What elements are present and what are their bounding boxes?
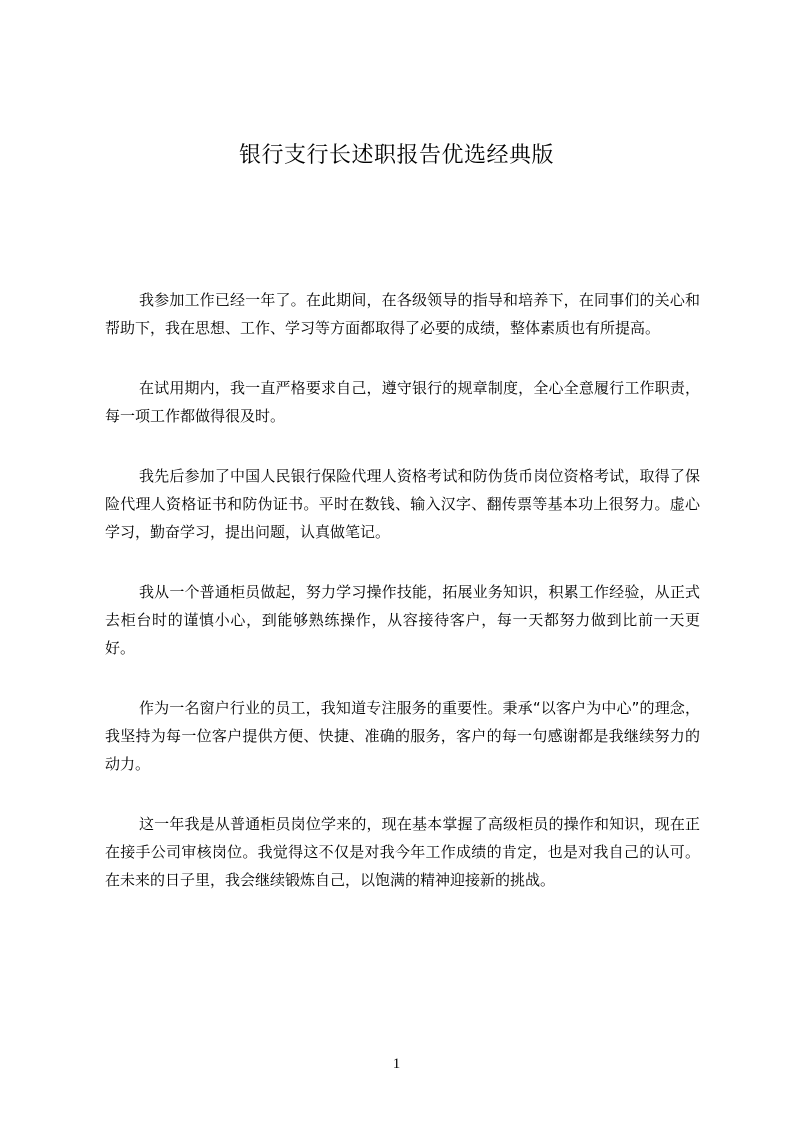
page-number: 1 <box>392 1056 401 1072</box>
paragraph: 我参加工作已经一年了。在此期间，在各级领导的指导和培养下，在同事们的关心和帮助下，我在思想、工作、学习等方面都取得了必要的成绩，整体素质也有所提高。 <box>105 291 700 337</box>
document-title: 银行支行长述职报告优选经典版 <box>238 143 554 168</box>
paragraph: 这一年我是从普通柜员岗位学来的，现在基本掌握了高级柜员的操作和知识，现在正在接手公司审核岗位。我觉得这不仅是对我今年工作成绩的肯定，也是对我自己的认可。在未来的日子里，我会继续锻炼自己，以饱满的精神迎接新的挑战。 <box>105 815 700 889</box>
paragraph: 在试用期内，我一直严格要求自己，遵守银行的规章制度，全心全意履行工作职责，每一项工作都做得很及时。 <box>105 379 700 425</box>
paragraph: 作为一名窗户行业的员工，我知道专注服务的重要性。秉承“以客户为中心”的理念，我坚持为每一位客户提供方便、快捷、准确的服务，客户的每一句感谢都是我继续努力的动力。 <box>105 699 700 773</box>
document-body <box>105 286 700 926</box>
paragraph: 我先后参加了中国人民银行保险代理人资格考试和防伪货币岗位资格考试，取得了保险代理人资格证书和防伪证书。平时在数钱、输入汉字、翻传票等基本功上很努力。虚心学习，勤奋学习，提出问题，认真做笔记。 <box>105 467 700 541</box>
paragraph: 我从一个普通柜员做起，努力学习操作技能，拓展业务知识，积累工作经验，从正式去柜台时的谨慎小心，到能够熟练操作，从容接待客户，每一天都努力做到比前一天更好。 <box>105 583 700 657</box>
